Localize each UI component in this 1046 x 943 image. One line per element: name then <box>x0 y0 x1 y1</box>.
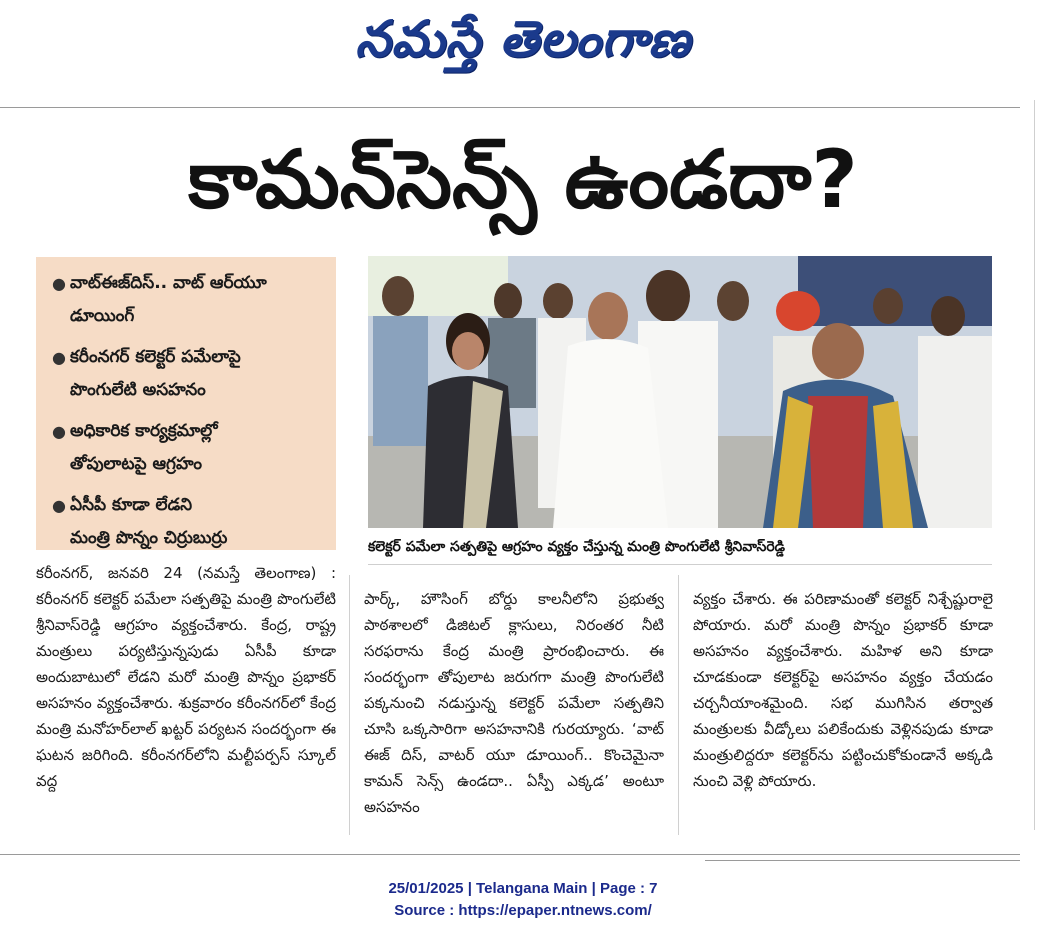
headline: కామన్‌సెన్స్‌ ఉండదా? <box>188 133 858 226</box>
news-photo <box>368 256 992 528</box>
footer <box>0 878 1046 922</box>
photo-caption: కలెక్టర్‌ పమేలా సత్పతిపై ఆగ్రహం వ్యక్తం చేస్తున్న మంత్రి పొంగులేటి శ్రీనివాస్‌రెడ్డి <box>368 539 785 555</box>
newspaper-logo: నమస్తే తెలంగాణ <box>355 10 691 68</box>
highlight-line: పొంగులేటి అసహనం <box>70 380 206 400</box>
masthead <box>0 0 1046 80</box>
column-divider <box>678 575 679 835</box>
article-text: వ్యక్తం చేశారు. ఈ పరిణామంతో కలెక్టర్‌ నిశ్చేష్టురాలై పోయారు. మరో మంత్రి పొన్నం ప్రభాకర్‌ కూడా అసహనం వ్యక్తంచేశారు. మహిళ అని కూడా చూడకుండా కలెక్టర్‌పై అసహనం వ్యక్తం చేయడం చర్చనీయాంశమైంది. సభ ముగిసిన తర్వాత మంత్రులకు వీడ్కోలు పలికేందుకు వెళ్లినపుడు కూడా మంత్రులిద్దరూ కలెక్టర్‌ను పట్టించుకోకుండానే అక్కడి నుంచి వెళ్లి పోయారు. <box>693 590 993 790</box>
bottom-divider <box>0 854 1020 855</box>
caption-divider <box>368 564 992 565</box>
top-divider <box>0 107 1020 108</box>
bottom-divider-short <box>705 860 1020 861</box>
article-text: పార్క్‌, హౌసింగ్‌ బోర్డు కాలనీలోని ప్రభుత్వ పాఠశాలలో డిజిటల్‌ క్లాసులు, నిరంతర నీటి సరఫరాను కేంద్ర మంత్రి ప్రారంభించారు. ఈ సందర్భంగా తోపులాట జరుగగా మంత్రి పొంగులేటి పక్కనుంచి నడుస్తున్న కలెక్టర్‌ పమేలా సత్పతిని చూసి ఒక్కసారిగా అసహనానికి గురయ్యారు. ‘వాట్‌ ఈజ్‌ దిస్‌, వాటర్‌ యూ డూయింగ్‌.. కొంచెమైనా కామన్‌ సెన్స్‌ ఉండదా.. ఏస్పీ ఎక్కడ’ అంటూ అసహనం <box>364 590 664 816</box>
article-column-3 <box>693 586 993 836</box>
highlight-line: డూయింగ్‌ <box>70 306 135 326</box>
highlights-box <box>36 257 336 550</box>
article-column-2 <box>364 586 664 836</box>
bullet-icon: ● <box>52 496 66 515</box>
article-text: కరీంనగర్‌, జనవరి 24 (నమస్తే తెలంగాణ) : కరీంనగర్‌ కలెక్టర్‌ పమేలా సత్పతిపై మంత్రి పొంగులేటి శ్రీనివాస్‌రెడ్డి ఆగ్రహం వ్యక్తంచేశారు. కేంద్ర, రాష్ట్ర మంత్రులు పర్యటిస్తున్నపుడు ఏసీపీ కూడా అందుబాటులో లేడని మరో మంత్రి పొన్నం ప్రభాకర్‌ అసహనం వ్యక్తంచేశారు. శుక్రవారం కరీంనగర్‌లో కేంద్ర మంత్రి మనోహర్‌లాల్‌ ఖట్టర్‌ పర్యటన సందర్భంగా ఈ ఘటన జరిగింది. కరీంనగర్‌లోని మల్టీపర్పస్‌ స్కూల్‌ వద్ద <box>36 564 336 790</box>
article-column-1 <box>36 560 336 836</box>
bullet-icon: ● <box>52 422 66 441</box>
highlight-line: తోపులాటపై ఆగ్రహం <box>70 454 202 474</box>
highlight-line: మంత్రి పొన్నం చిర్రుబుర్రు <box>70 528 228 548</box>
highlight-item <box>50 267 328 333</box>
column-divider <box>349 575 350 835</box>
bullet-icon: ● <box>52 274 66 293</box>
bullet-icon: ● <box>52 348 66 367</box>
highlight-item <box>50 415 328 481</box>
highlight-line: వాట్‌ఈజ్‌దిస్‌.. వాట్‌ ఆర్‌యూ <box>70 273 267 293</box>
highlight-item <box>50 489 328 555</box>
highlight-line: అధికారిక కార్యక్రమాల్లో <box>70 421 218 441</box>
footer-source-link[interactable]: Source : https://epaper.ntnews.com/ <box>394 902 652 919</box>
footer-date-line: 25/01/2025 | Telangana Main | Page : 7 <box>388 880 658 897</box>
news-photo-illustration <box>368 256 992 528</box>
highlight-item <box>50 341 328 407</box>
highlight-line: కరీంనగర్‌ కలెక్టర్‌ పమేలాపై <box>70 347 241 367</box>
highlight-line: ఏసీపీ కూడా లేడని <box>70 495 193 515</box>
